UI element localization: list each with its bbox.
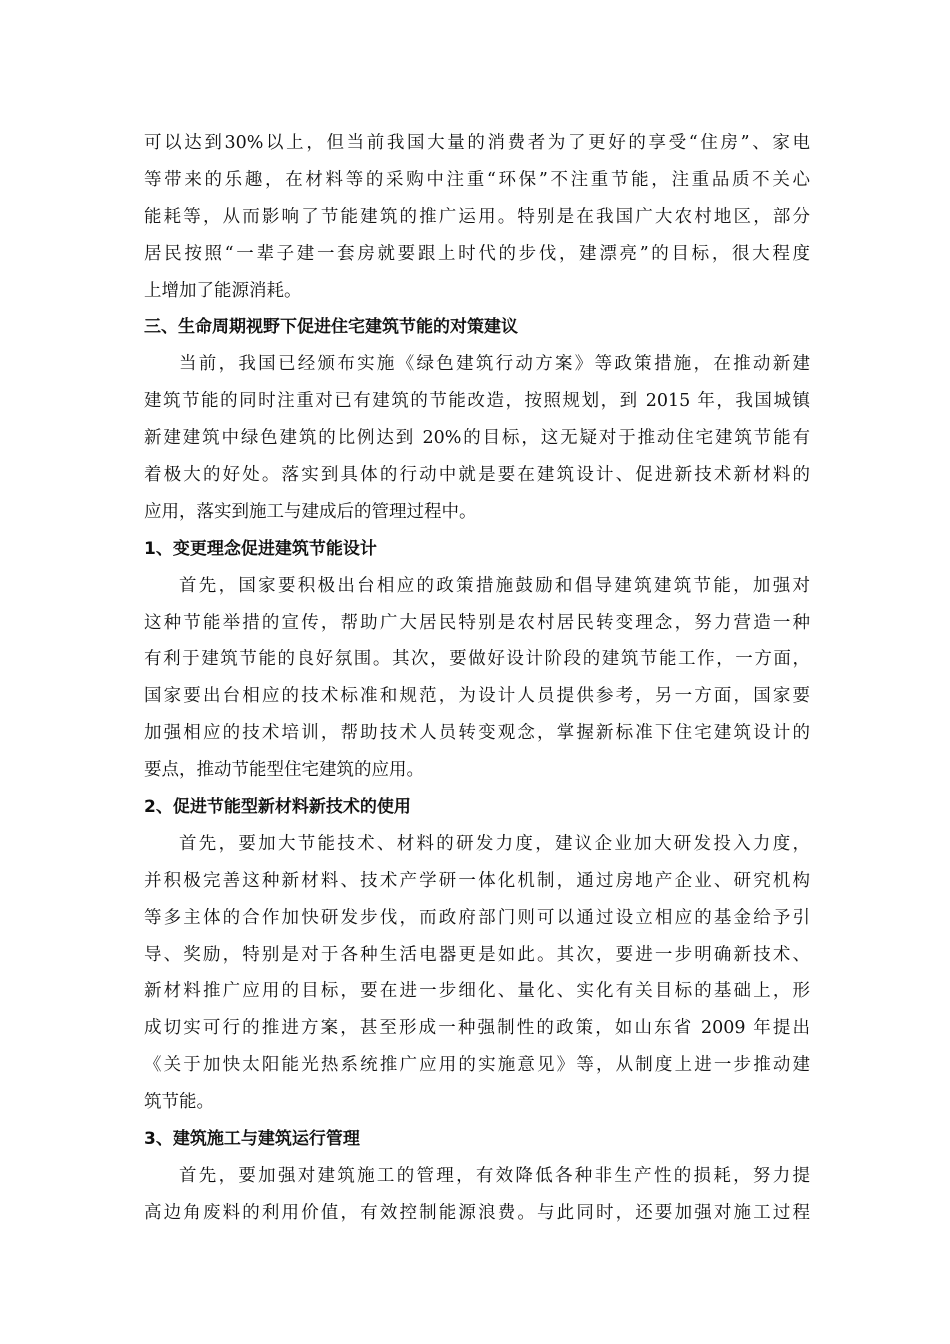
text-line: 能耗等，从而影响了节能建筑的推广运用。特别是在我国广大农村地区，部分 — [144, 206, 810, 227]
text-line: 并积极完善这种新材料、技术产学研一体化机制，通过房地产企业、研究机构 — [144, 870, 810, 891]
text-line: 建筑节能的同时注重对已有建筑的节能改造，按照规划，到 2015 年，我国城镇 — [144, 391, 810, 412]
paragraph-materials — [144, 826, 810, 1121]
text-line: 成切实可行的推进方案，甚至形成一种强制性的政策，如山东省 2009 年提出 — [144, 1018, 810, 1039]
subsection-heading-construction: 3、建筑施工与建筑运行管理 — [144, 1129, 360, 1150]
text-line: 首先，要加大节能技术、材料的研发力度，建议企业加大研发投入力度， — [179, 833, 810, 854]
paragraph-green-building-plan — [144, 346, 810, 530]
document-body — [144, 125, 810, 1232]
paragraph-construction — [144, 1158, 810, 1232]
text-line: 等多主体的合作加快研发步伐，而政府部门则可以通过设立相应的基金给予引 — [144, 907, 810, 928]
text-line: 可以达到30%以上，但当前我国大量的消费者为了更好的享受“住房”、家电 — [144, 133, 810, 153]
text-line: 首先，国家要积极出台相应的政策措施鼓励和倡导建筑建筑节能，加强对 — [179, 575, 810, 596]
text-line: 有利于建筑节能的良好氛围。其次，要做好设计阶段的建筑节能工作，一方面， — [144, 649, 810, 670]
text-line: 高边角废料的利用价值，有效控制能源浪费。与此同时，还要加强对施工过程 — [144, 1202, 810, 1223]
paragraph-energy-consumption — [144, 125, 810, 309]
text-line: 国家要出台相应的技术标准和规范，为设计人员提供参考，另一方面，国家要 — [144, 686, 810, 707]
section-heading-countermeasures: 三、生命周期视野下促进住宅建筑节能的对策建议 — [144, 317, 518, 338]
text-line: 要点，推动节能型住宅建筑的应用。 — [144, 760, 424, 781]
text-line: 新建建筑中绿色建筑的比例达到 20%的目标，这无疑对于推动住宅建筑节能有 — [144, 428, 810, 449]
text-line: 筑节能。 — [144, 1092, 214, 1113]
text-line: 首先，要加强对建筑施工的管理，有效降低各种非生产性的损耗，努力提 — [179, 1165, 810, 1186]
text-line: 当前，我国已经颁布实施《绿色建筑行动方案》等政策措施，在推动新建 — [179, 354, 810, 375]
text-line: 这种节能举措的宣传，帮助广大居民特别是农村居民转变理念，努力营造一种 — [144, 612, 810, 633]
text-line: 等带来的乐趣，在材料等的采购中注重“环保”不注重节能，注重品质不关心 — [144, 169, 810, 190]
text-line: 《关于加快太阳能光热系统推广应用的实施意见》等，从制度上进一步推动建 — [144, 1055, 810, 1076]
paragraph-design — [144, 568, 810, 789]
text-line: 加强相应的技术培训，帮助技术人员转变观念，掌握新标准下住宅建筑设计的 — [144, 723, 810, 744]
text-line: 居民按照“一辈子建一套房就要跟上时代的步伐，建漂亮”的目标，很大程度 — [144, 243, 810, 264]
text-line: 应用，落实到施工与建成后的管理过程中。 — [144, 501, 477, 522]
subsection-heading-materials: 2、促进节能型新材料新技术的使用 — [144, 797, 411, 818]
subsection-heading-design: 1、变更理念促进建筑节能设计 — [144, 538, 377, 559]
text-line: 上增加了能源消耗。 — [144, 280, 302, 301]
text-line: 新材料推广应用的目标，要在进一步细化、量化、实化有关目标的基础上，形 — [144, 981, 810, 1002]
text-line: 导、奖励，特别是对于各种生活电器更是如此。其次，要进一步明确新技术、 — [144, 944, 810, 965]
text-line: 着极大的好处。落实到具体的行动中就是要在建筑设计、促进新技术新材料的 — [144, 465, 810, 486]
